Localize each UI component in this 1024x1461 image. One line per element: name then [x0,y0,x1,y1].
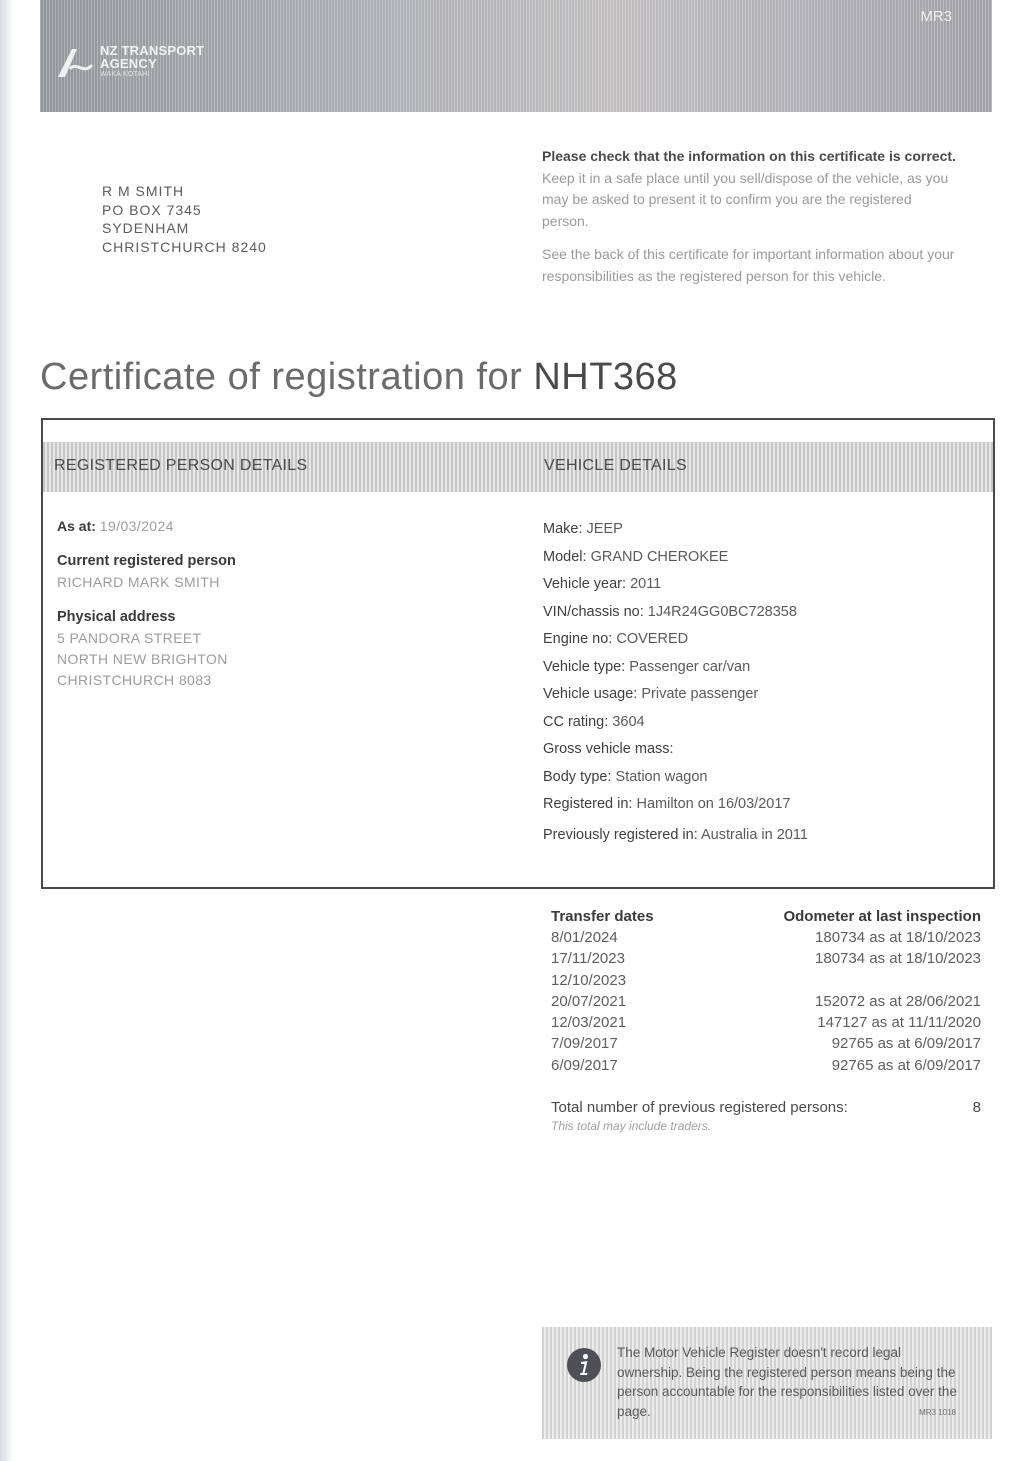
info-text: The Motor Vehicle Register doesn't record legal ownership. Being the registered person means being the person accountable for the responsibilities listed over the page. [617,1345,957,1419]
address-line: PO BOX 7345 [102,201,202,218]
vehicle-row-body [543,764,808,792]
vehicle-row-registered-in [543,791,808,819]
nzta-logo-icon [56,45,94,79]
previous-persons-total [551,1097,981,1134]
transfer-row [551,991,981,1012]
address-line: SYDENHAM [102,220,190,236]
total-value: 8 [972,1099,981,1116]
odometer-reading: 147127 as at 11/11/2020 [817,1014,981,1032]
transfer-date: 20/07/2021 [551,992,627,1010]
vehicle-row-gvm [543,736,808,764]
total-note: This total may include traders. [551,1119,712,1133]
certificate-notice [542,146,962,299]
vehicle-details [543,516,808,849]
physical-address-line: 5 PANDORA STREET [57,630,202,646]
transfer-date: 12/10/2023 [551,971,627,989]
physical-address-line: CHRISTCHURCH 8083 [57,672,212,688]
vehicle-label: Vehicle year: [543,576,627,592]
transfer-row [551,970,981,991]
logo-line-1: NZ TRANSPORT [100,43,205,58]
details-header-band [43,442,993,492]
logo-line-2: AGENCY [100,56,157,71]
vehicle-row-make [543,516,808,544]
transfer-dates-heading: Transfer dates [551,908,654,925]
as-at-label: As at: [57,518,96,534]
transfer-header-row [551,906,981,927]
odometer-reading: 92765 as at 6/09/2017 [831,1056,981,1074]
vehicle-label: VIN/chassis no: [543,603,644,620]
notice-paragraph-1 [542,146,962,232]
transfer-date: 17/11/2023 [551,950,625,968]
transfer-history [551,906,981,1076]
plate-number: NHT368 [533,356,678,398]
address-line: CHRISTCHURCH 8240 [102,238,267,255]
odometer-reading: 152072 as at 28/06/2021 [815,992,981,1010]
vehicle-row-vin [543,599,808,627]
mailing-address [102,182,267,256]
header-banner [40,0,992,112]
notice-strong: Please check that the information on this certificate is correct. [542,148,956,164]
vehicle-label: Engine no: [543,631,613,647]
agency-logo [56,44,204,79]
address-line: R M SMITH [102,183,185,199]
physical-address-label: Physical address [57,609,176,625]
page-title [40,356,678,399]
vehicle-label: Gross vehicle mass: [543,741,674,757]
current-person-label: Current registered person [57,553,236,569]
as-at-value: 19/03/2024 [99,518,174,534]
info-notice-box [542,1327,992,1439]
vehicle-label: Model: [543,548,587,565]
vehicle-value: 1J4R24GG0BC728358 [647,603,797,620]
odometer-heading: Odometer at last inspection [783,908,981,925]
vehicle-value: COVERED [616,631,689,647]
vehicle-value: JEEP [586,521,623,537]
transfer-row [551,927,981,948]
current-person-value: RICHARD MARK SMITH [57,574,220,590]
vehicle-row-type [543,654,808,682]
notice-rest: Keep it in a safe place until you sell/dispose of the vehicle, as you may be asked to present it to confirm you are the registered person. [542,169,949,229]
vehicle-row-model [543,544,808,572]
total-label: Total number of previous registered persons: [551,1099,848,1116]
vehicle-value: Hamilton on 16/03/2017 [636,796,791,812]
transfer-date: 7/09/2017 [551,1035,618,1053]
vehicle-label: Registered in: [543,796,633,812]
vehicle-value: 3604 [612,713,645,730]
vehicle-label: Make: [543,521,583,537]
info-form-code: MR3 1018 [919,1408,956,1417]
vehicle-value: 2011 [630,576,662,592]
transfer-row [551,1033,981,1054]
vehicle-row-year [543,571,808,599]
title-prefix: Certificate of registration for [40,356,534,398]
vehicle-details-heading: VEHICLE DETAILS [544,457,687,474]
vehicle-row-engine [543,626,808,654]
registered-person-details [57,516,236,705]
vehicle-label: Body type: [543,768,612,785]
vehicle-value: Private passenger [641,686,759,702]
transfer-row [551,948,981,969]
transfer-row [551,1012,981,1033]
current-person-block [57,551,236,593]
transfer-date: 8/01/2024 [551,929,618,946]
vehicle-value: Passenger car/van [629,658,751,675]
odometer-reading: 92765 as at 6/09/2017 [831,1035,981,1053]
form-code: MR3 [920,8,952,25]
transfer-date: 12/03/2021 [551,1014,627,1032]
registered-person-heading: REGISTERED PERSON DETAILS [54,457,308,474]
scan-edge-shadow [0,0,14,1461]
vehicle-value: Station wagon [615,768,708,785]
as-at-row [57,516,236,537]
physical-address-block [57,607,236,691]
info-icon [566,1347,602,1383]
vehicle-value: Australia in 2011 [700,826,808,843]
physical-address-line: NORTH NEW BRIGHTON [57,651,228,667]
total-row [551,1097,981,1118]
transfer-date: 6/09/2017 [551,1056,618,1074]
vehicle-value: GRAND CHEROKEE [590,548,729,565]
vehicle-label: Vehicle type: [543,658,626,675]
vehicle-label: Previously registered in: [543,826,698,843]
odometer-reading: 180734 as at 18/10/2023 [815,929,981,946]
vehicle-row-usage [543,681,808,709]
transfer-row [551,1055,981,1076]
vehicle-label: Vehicle usage: [543,686,638,702]
details-panel [41,418,995,889]
notice-paragraph-2: See the back of this certificate for important information about your responsibilities as the registered person for this vehicle. [542,246,955,284]
vehicle-row-previously-registered [543,822,808,850]
logo-line-3: WAKA KOTAHI [100,71,150,78]
odometer-reading: 180734 as at 18/10/2023 [815,950,981,968]
vehicle-row-cc [543,709,808,737]
vehicle-label: CC rating: [543,713,609,730]
